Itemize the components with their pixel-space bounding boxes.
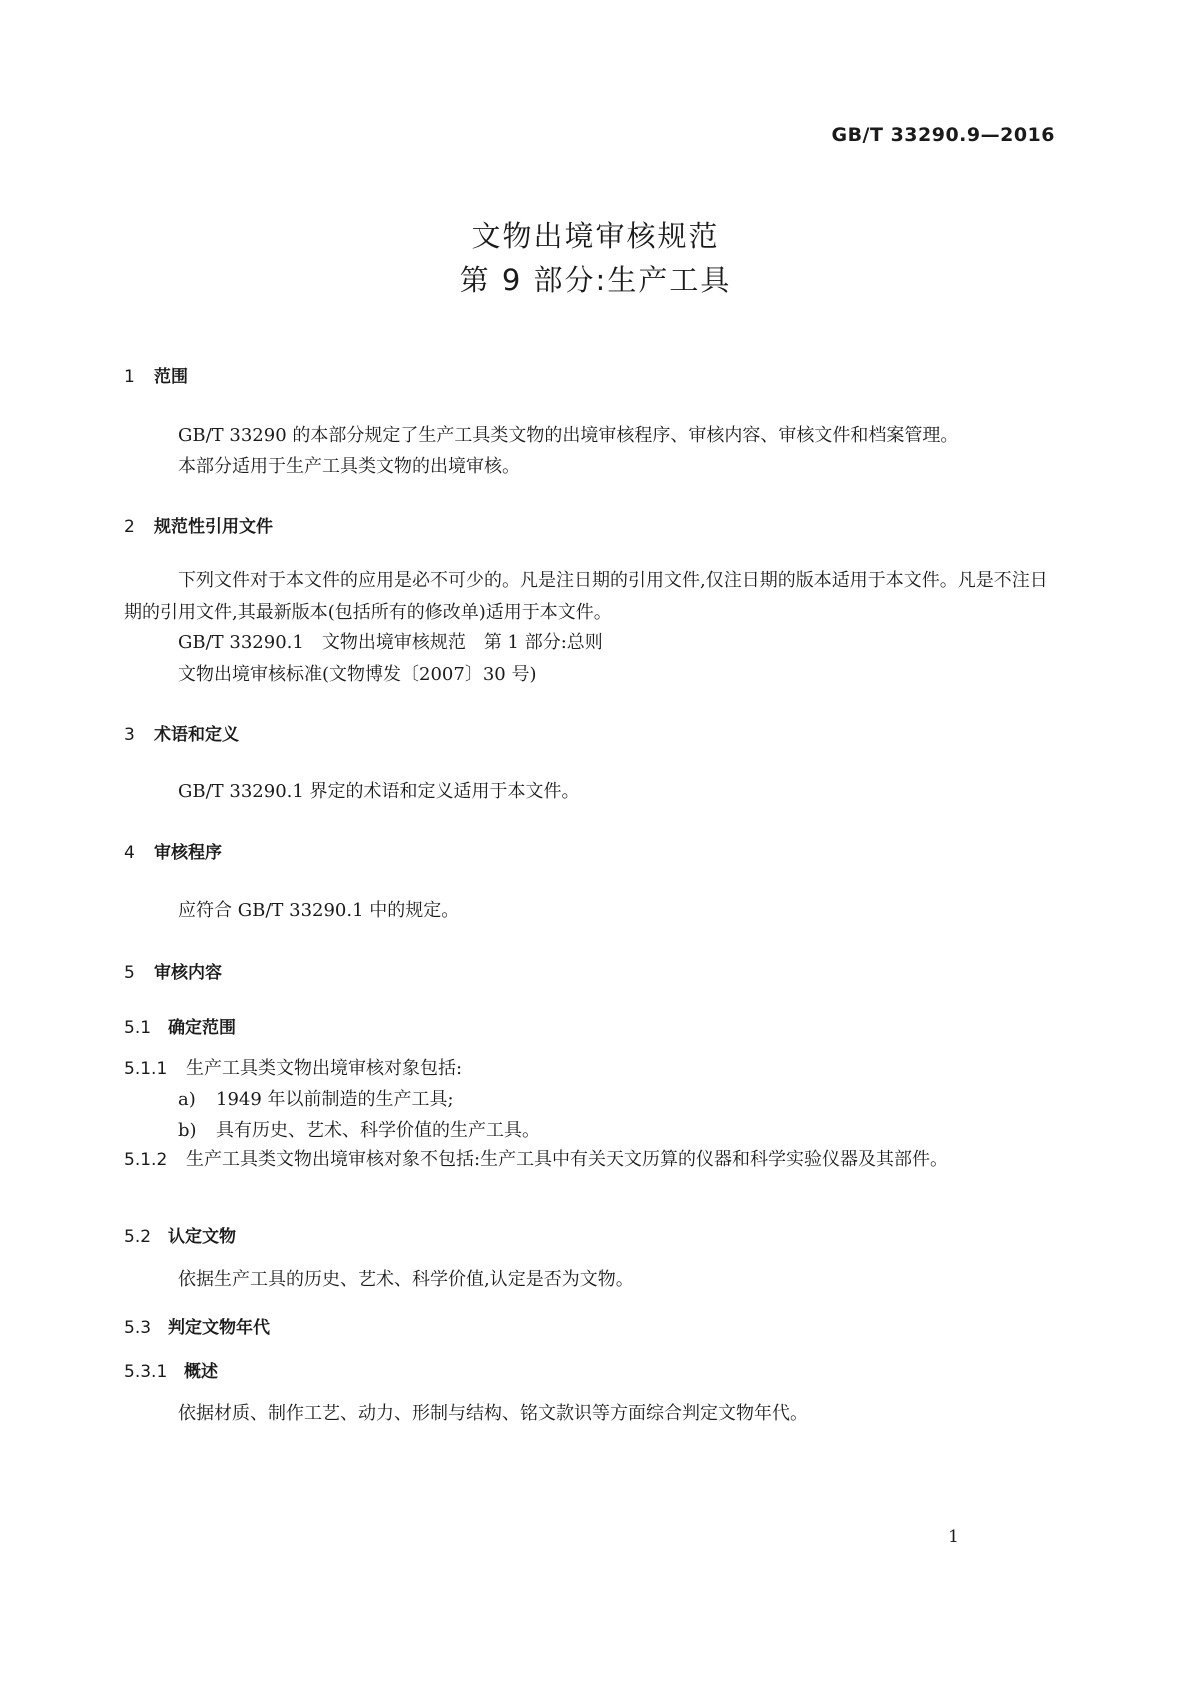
section-title: 认定文物 <box>168 1227 236 1247</box>
section-heading-4 <box>124 838 222 863</box>
section-heading-5 <box>124 958 222 983</box>
reference-item: GB/T 33290.1 文物出境审核规范 第 1 部分:总则 <box>178 632 603 653</box>
clause-text: 生产工具类文物出境审核对象包括: <box>186 1058 463 1079</box>
section-heading-1 <box>124 362 188 387</box>
document-subtitle: 第 9 部分:生产工具 <box>459 263 732 297</box>
clause-number: 5.1.2 <box>124 1150 168 1170</box>
list-marker: b) <box>178 1120 197 1141</box>
section-number: 5.3 <box>124 1318 152 1338</box>
clause-text: 生产工具类文物出境审核对象不包括:生产工具中有关天文历算的仪器和科学实验仪器及其部件。 <box>186 1149 949 1170</box>
clause-5-1-1 <box>124 1053 1064 1085</box>
paragraph: GB/T 33290 的本部分规定了生产工具类文物的出境审核程序、审核内容、审核文件和档案管理。 <box>178 425 959 446</box>
paragraph: 依据生产工具的历史、艺术、科学价值,认定是否为文物。 <box>178 1269 634 1290</box>
section-number: 3 <box>124 725 135 745</box>
subsection-heading-5-3 <box>124 1313 270 1338</box>
list-item-text: 1949 年以前制造的生产工具; <box>216 1089 454 1110</box>
standard-code: GB/T 33290.9—2016 <box>831 124 1055 146</box>
paragraph: 依据材质、制作工艺、动力、形制与结构、铭文款识等方面综合判定文物年代。 <box>178 1403 808 1424</box>
list-marker: a) <box>178 1089 196 1110</box>
list-item <box>178 1116 540 1142</box>
subsection-heading-5-1 <box>124 1013 236 1038</box>
document-title: 文物出境审核规范 <box>471 219 720 253</box>
section-number: 5.1 <box>124 1018 152 1038</box>
list-item-text: 具有历史、艺术、科学价值的生产工具。 <box>216 1120 540 1141</box>
section-title: 确定范围 <box>168 1018 236 1038</box>
paragraph: GB/T 33290.1 界定的术语和定义适用于本文件。 <box>178 781 580 802</box>
section-number: 4 <box>124 843 135 863</box>
section-title: 审核程序 <box>154 843 222 863</box>
subsection-heading-5-2 <box>124 1222 236 1247</box>
section-number: 5 <box>124 963 135 983</box>
section-title: 规范性引用文件 <box>154 517 273 537</box>
paragraph: 本部分适用于生产工具类文物的出境审核。 <box>178 456 520 477</box>
page-number: 1 <box>948 1527 959 1547</box>
section-title: 术语和定义 <box>154 725 239 745</box>
paragraph <box>124 565 1064 629</box>
section-title: 审核内容 <box>154 963 222 983</box>
section-number: 5.2 <box>124 1227 152 1247</box>
list-item <box>178 1085 454 1111</box>
clause-5-1-2 <box>124 1144 1064 1176</box>
paragraph-text: 下列文件对于本文件的应用是必不可少的。凡是注日期的引用文件,仅注日期的版本适用于本文件。凡是不注日期的引用文件,其最新版本(包括所有的修改单)适用于本文件。 <box>124 570 1048 623</box>
section-number: 5.3.1 <box>124 1362 168 1382</box>
section-number: 1 <box>124 367 135 387</box>
paragraph: 应符合 GB/T 33290.1 中的规定。 <box>178 900 460 921</box>
section-heading-2 <box>124 512 273 537</box>
reference-item: 文物出境审核标准(文物博发〔2007〕30 号) <box>178 664 537 685</box>
section-heading-3 <box>124 720 239 745</box>
section-title: 概述 <box>184 1362 218 1382</box>
section-number: 2 <box>124 517 135 537</box>
clause-number: 5.1.1 <box>124 1059 168 1079</box>
subsection-heading-5-3-1 <box>124 1357 218 1382</box>
section-title: 判定文物年代 <box>168 1318 270 1338</box>
section-title: 范围 <box>154 367 188 387</box>
